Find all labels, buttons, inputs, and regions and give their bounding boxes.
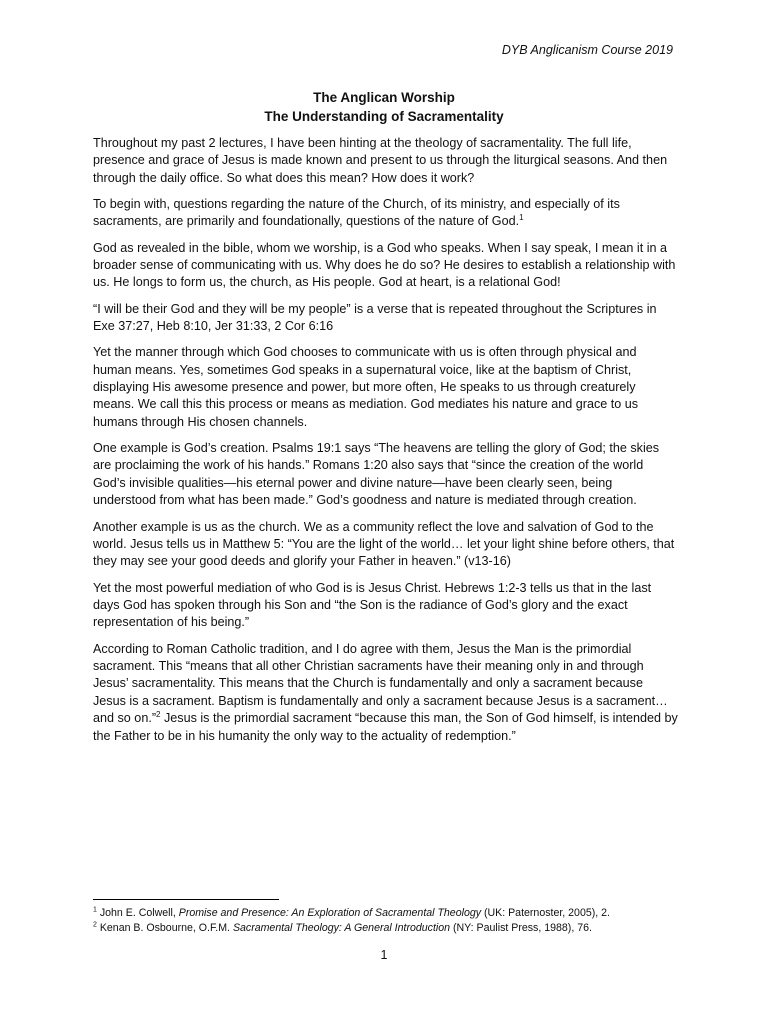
footnote-text: (NY: Paulist Press, 1988), 76.: [450, 922, 592, 934]
footnote-ref[interactable]: 2: [156, 709, 161, 719]
paragraph-text: Jesus is the primordial sacrament “because this man, the Son of God himself, is intended by the Father to be in his humanity the only way to the actuality of redemption.”: [93, 711, 678, 743]
footnote-ref[interactable]: 1: [519, 213, 524, 223]
footnote-text: John E. Colwell,: [96, 907, 179, 919]
footnote: [93, 906, 693, 921]
paragraph: God as revealed in the bible, whom we worship, is a God who speaks. When I say speak, I mean it in a broader sense of communicating with us. Why does he do so? He desires to establish a relationship with us. He longs to form us, the church, as His people. God at heart, is a relational God!: [93, 240, 676, 290]
paragraph: Another example is us as the church. We as a community reflect the love and salvation of God to the world. Jesus tells us in Matthew 5: “You are the light of the world… let your light shine before others, that they may see your good deeds and glorify your Father in heaven.” (v13-16): [93, 519, 675, 569]
footnote-number: 2: [93, 921, 97, 929]
title-line-2: The Understanding of Sacramentality: [264, 109, 504, 124]
page-number: 1: [380, 948, 388, 962]
footnote-number: 1: [93, 906, 97, 914]
title-line-1: The Anglican Worship: [313, 90, 455, 105]
paragraph-text: According to Roman Catholic tradition, and I do agree with them, Jesus the Man is the primordial sacrament. This “means that all other Christian sacraments have their meaning only in and through Jesus’ sacramentality. This means that the Church is fundamentally and only a sacrament because Jesus is a sacrament. Baptism is fundamentally and only a sacrament because Jesus is a sacrament… and so on.”: [93, 641, 668, 726]
footnote-divider: [93, 899, 279, 900]
paragraph: [93, 196, 678, 231]
paragraph: One example is God’s creation. Psalms 19:1 says “The heavens are telling the glory of God; the skies are proclaiming the work of his hands.” Romans 1:20 also says that “since the creation of the world God’s invisible qualities—his eternal power and divine nature—have been clearly seen, being understood from what has been made.” God’s goodness and nature is mediated through creation.: [93, 441, 660, 508]
paragraph: Throughout my past 2 lectures, I have been hinting at the theology of sacramentality. The full life, presence and grace of Jesus is made known and present to us through the liturgical seasons. And then through the daily office. So what does this mean? How does it work?: [93, 136, 668, 185]
paragraph: “I will be their God and they will be my people” is a verse that is repeated throughout the Scriptures in Exe 37:27, Heb 8:10, Jer 31:33, 2 Cor 6:16: [93, 301, 657, 334]
paragraph: Yet the most powerful mediation of who God is is Jesus Christ. Hebrews 1:2-3 tells us that in the last days God has spoken through his Son and “the Son is the radiance of God’s glory and the exact representation of his being.”: [93, 580, 652, 630]
paragraph-text: To begin with, questions regarding the nature of the Church, of its ministry, and especially of its sacraments, are primarily and foundationally, questions of the nature of God.: [93, 197, 620, 229]
footnote-text: (UK: Paternoster, 2005), 2.: [481, 907, 610, 919]
paragraph: [93, 641, 678, 745]
footnote-book-title: Sacramental Theology: A General Introduction: [232, 922, 451, 934]
footnote-text: Kenan B. Osbourne, O.F.M.: [96, 922, 233, 934]
footnotes: [93, 906, 693, 936]
footnote-book-title: Promise and Presence: An Exploration of Sacramental Theology: [178, 907, 482, 919]
footnote: [93, 921, 693, 936]
body-text: [93, 135, 678, 754]
running-header: DYB Anglicanism Course 2019: [501, 43, 673, 57]
document-title: [0, 88, 768, 126]
paragraph: Yet the manner through which God chooses to communicate with us is often through physical and human means. Yes, sometimes God speaks in a supernatural voice, like at the baptism of Christ, displaying His awesome presence and power, but more often, He speaks to us through creaturely means. We call this this process or means as mediation. God mediates his nature and grace to us humans through His chosen channels.: [93, 345, 639, 429]
